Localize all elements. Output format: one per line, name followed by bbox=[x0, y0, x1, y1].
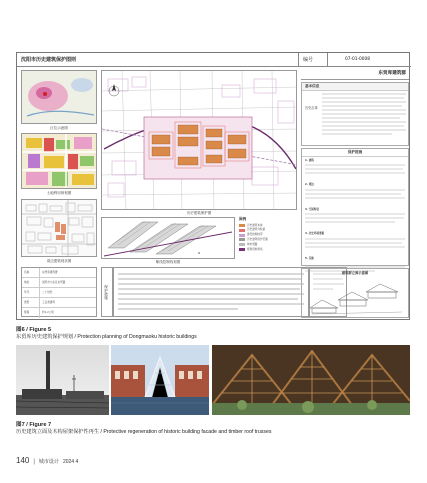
legend bbox=[239, 217, 297, 259]
side-label: 保护措施 bbox=[104, 284, 109, 300]
info-row bbox=[22, 298, 96, 308]
protection-item bbox=[305, 232, 407, 254]
protection-panel bbox=[301, 148, 409, 266]
location-map-caption: 区位示意图 bbox=[50, 126, 68, 130]
legend-swatch bbox=[239, 229, 245, 232]
legend-title: 图例 bbox=[239, 217, 247, 221]
protection-item bbox=[305, 159, 407, 181]
footer-separator: | bbox=[33, 459, 35, 465]
legend-label: 历史建筑保护范围 bbox=[247, 238, 268, 242]
protection-item-lines bbox=[305, 163, 407, 177]
legend-swatch bbox=[239, 248, 245, 251]
legend-label: 历史建筑外轮廓 bbox=[247, 228, 266, 232]
info-table bbox=[21, 267, 97, 317]
environment-map bbox=[21, 199, 97, 257]
photo-timber-truss bbox=[212, 345, 410, 415]
building-name: 东贸库建筑群 bbox=[301, 70, 409, 80]
fig7-title: 历史建筑立面及木构屋架保护性再生 / Protective regeneration of historic building facade and timber roof trusses bbox=[16, 429, 272, 435]
info-row-label: 规模 bbox=[22, 308, 40, 318]
info-row-label: 名称 bbox=[22, 268, 40, 277]
environment-map-caption: 周边建筑现状图 bbox=[46, 259, 72, 263]
info-row-label: 类型 bbox=[22, 298, 40, 307]
journal-issue: 2024 4 bbox=[62, 459, 79, 465]
detail-plan-caption: 紫线控制线划图 bbox=[155, 260, 181, 264]
side-label-cell bbox=[101, 267, 113, 317]
legend-swatch bbox=[239, 243, 245, 246]
basic-info-panel bbox=[301, 82, 409, 146]
protection-item-title: 5. 其他 bbox=[305, 256, 314, 260]
legend-swatch bbox=[239, 224, 245, 227]
elevation-panel-title: 建筑群立面示意图 bbox=[341, 271, 369, 275]
landuse-map bbox=[21, 133, 97, 189]
legend-swatch bbox=[239, 234, 245, 237]
fig6-title: 东贸库历史建筑保护规划 / Protection planning of Dongmaoku historic buildings bbox=[16, 334, 197, 340]
protection-item-title: 3. 空间特征 bbox=[305, 207, 320, 211]
aerial-plan-caption: 历史建筑保护图 bbox=[186, 211, 212, 215]
legend-row bbox=[239, 248, 297, 251]
sheet-code-cell bbox=[299, 53, 411, 67]
basic-info-title: 基本信息 bbox=[302, 83, 408, 91]
sheet-code-label: 编号 bbox=[303, 57, 314, 63]
protection-item bbox=[305, 183, 407, 205]
info-row-value: 沈阳市大东区东贸路 bbox=[42, 281, 66, 284]
info-row bbox=[22, 308, 96, 318]
info-row-label: 年代 bbox=[22, 288, 40, 297]
info-row bbox=[22, 288, 96, 298]
info-row bbox=[22, 278, 96, 288]
landuse-map-caption: 土地利用规划图 bbox=[46, 191, 72, 195]
legend-label: 规划用地界线 bbox=[247, 248, 263, 252]
legend-row bbox=[239, 238, 297, 241]
legend-row bbox=[239, 228, 297, 231]
sheet-title: 沈阳市历史建筑保护图则 bbox=[17, 53, 299, 67]
basic-info-lines bbox=[322, 91, 408, 145]
info-row-value: 二十世纪 bbox=[42, 291, 53, 294]
protection-item-title: 2. 周边 bbox=[305, 183, 314, 187]
legend-row bbox=[239, 243, 297, 246]
protection-item-lines bbox=[305, 237, 407, 251]
fig7-label: 图7 / Figure 7 bbox=[16, 422, 52, 428]
legend-swatch bbox=[239, 238, 245, 241]
protection-text-block bbox=[113, 267, 309, 317]
photo-chimney bbox=[16, 345, 109, 415]
info-row-value: 东贸库建筑群 bbox=[42, 271, 58, 274]
protection-item bbox=[305, 208, 407, 230]
detail-plan-map bbox=[101, 217, 235, 259]
protection-item-title: 4. 历史环境要素 bbox=[305, 232, 325, 236]
page-number: 140 bbox=[16, 456, 30, 465]
text-lines bbox=[118, 271, 306, 315]
protection-item-title: 1. 建筑 bbox=[305, 159, 314, 162]
legend-row bbox=[239, 233, 297, 236]
svg-text:N: N bbox=[198, 251, 201, 255]
page-footer bbox=[16, 456, 78, 465]
protection-panel-title: 保护措施 bbox=[302, 149, 408, 157]
elevation-panel bbox=[301, 268, 409, 318]
history-title: 历史沿革 bbox=[305, 106, 318, 110]
info-row bbox=[22, 268, 96, 278]
legend-label: 城市道路 bbox=[247, 243, 258, 247]
info-row-value: 工业类建筑 bbox=[42, 301, 55, 304]
location-map bbox=[21, 70, 97, 124]
aerial-plan-map bbox=[101, 70, 297, 210]
fig6-label: 图6 / Figure 5 bbox=[16, 327, 52, 333]
protection-item-lines bbox=[305, 188, 407, 202]
elevation-drawing bbox=[308, 278, 404, 316]
legend-label: 历史建筑本体 bbox=[247, 223, 263, 227]
legend-row bbox=[239, 224, 297, 227]
info-row-value: 约1.2公顷 bbox=[42, 311, 54, 314]
info-row-label: 地址 bbox=[22, 278, 40, 287]
sheet-code-value: 07-01-0008 bbox=[345, 57, 370, 62]
protection-list bbox=[305, 159, 407, 279]
journal-name: 城市设计 bbox=[38, 459, 59, 465]
protection-item-lines bbox=[305, 212, 407, 226]
photo-facade bbox=[111, 345, 209, 415]
protection-plan-sheet bbox=[16, 52, 410, 320]
legend-label: 建设控制地带 bbox=[247, 233, 263, 237]
